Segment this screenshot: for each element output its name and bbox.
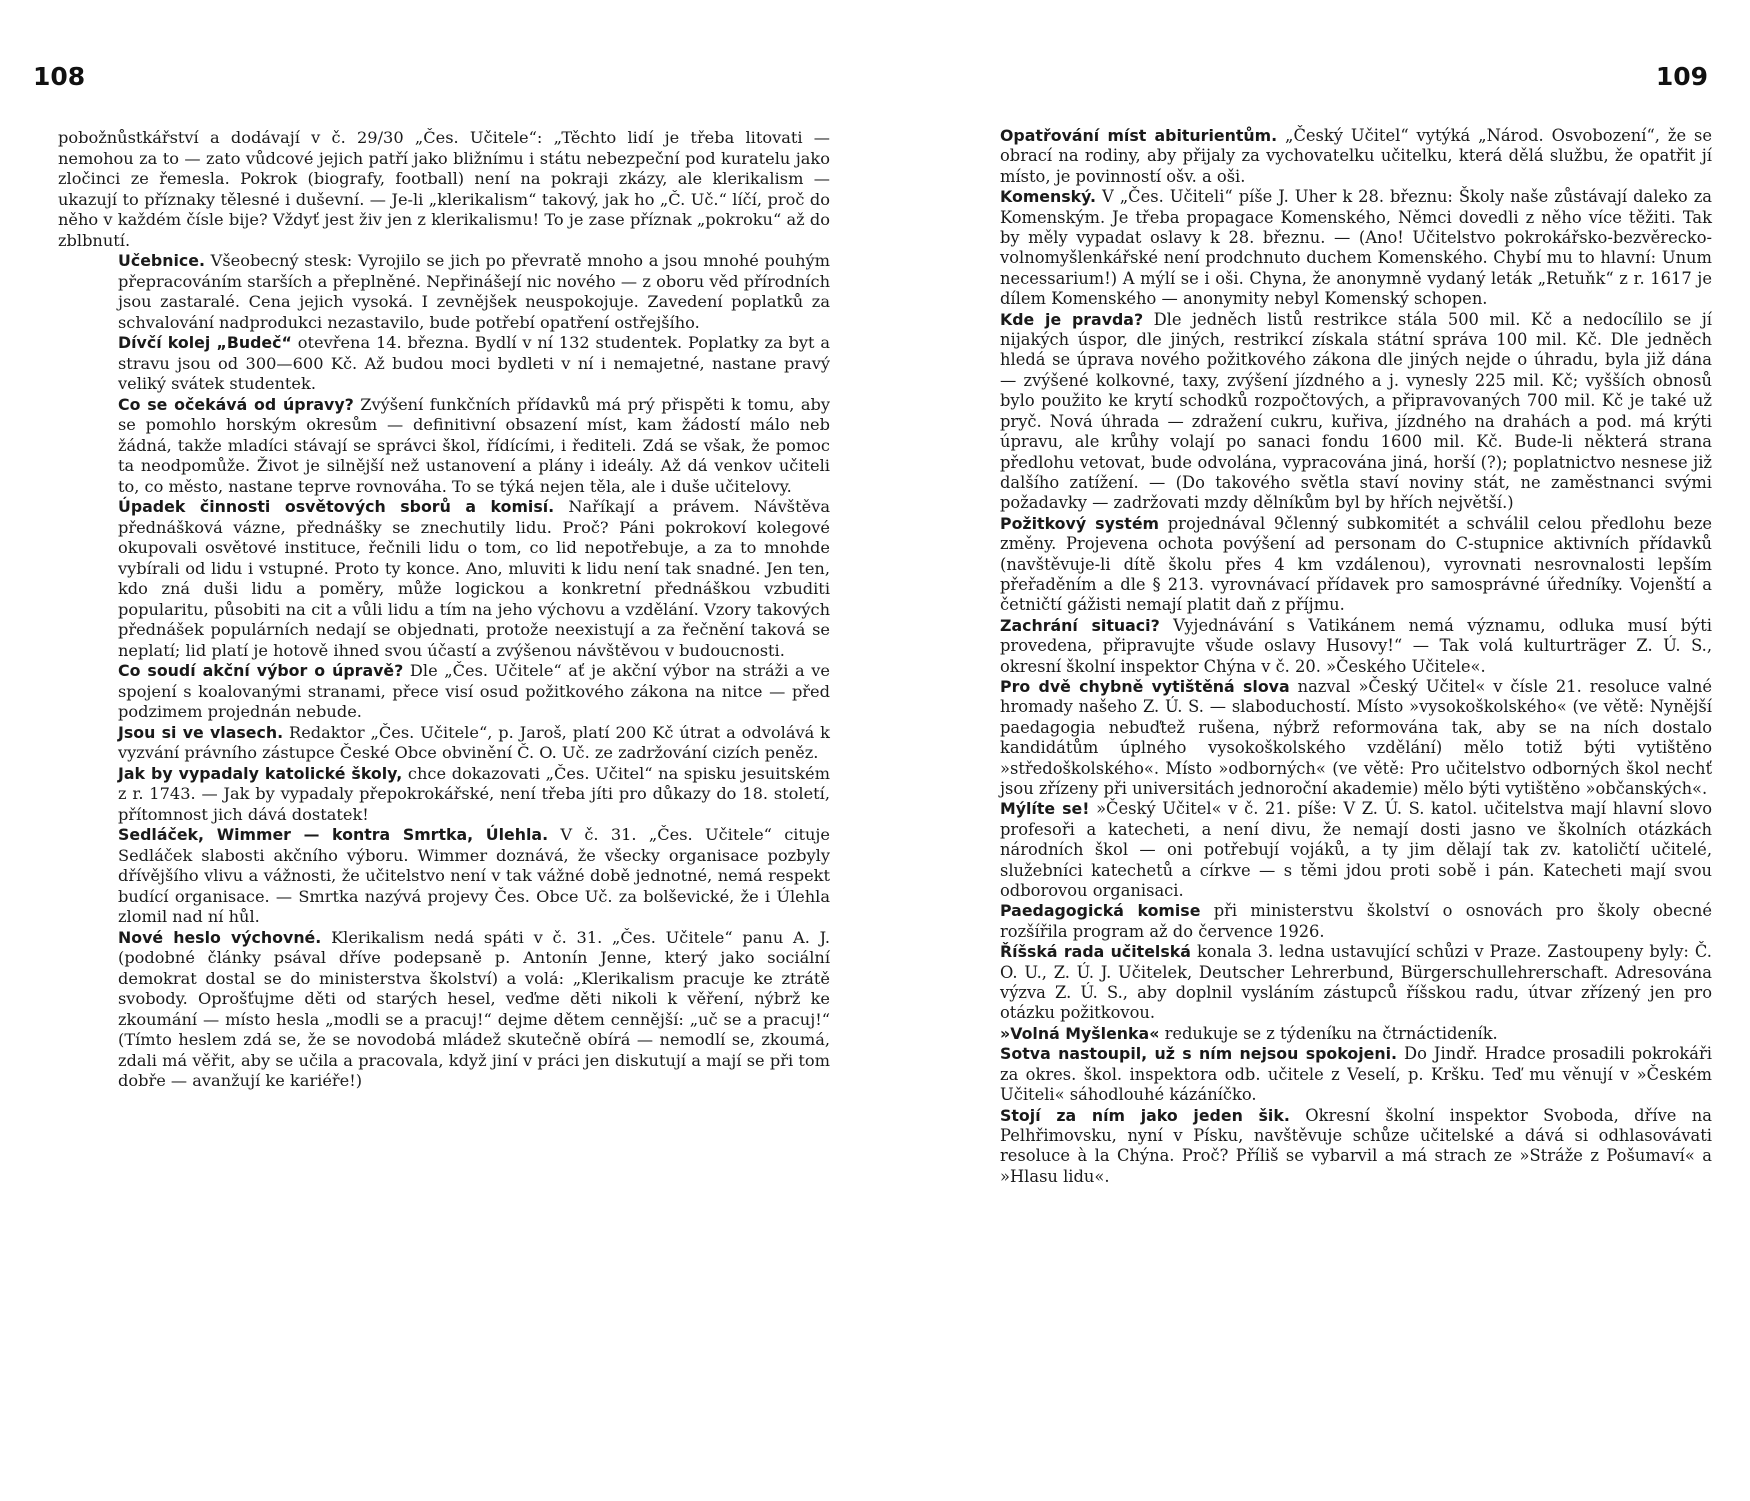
paragraph-text: Okresní školní inspektor Svoboda, dříve na Pelhřimovsku, nyní v Písku, navštěvuje schůze učitelské a dává si odhlasovávati resoluce à la Chýna. Proč? Příliš se vybarvil a má strach ze »Stráže z Pošumaví« a »Hlasu lidu«. (1000, 1105, 1712, 1186)
paragraph (58, 825, 830, 928)
paragraph (944, 514, 1712, 616)
paragraph-heading: Sedláček, Wimmer — kontra Smrtka, Úlehla. (118, 825, 549, 844)
right-page (875, 0, 1750, 1501)
paragraph (944, 1024, 1712, 1044)
paragraph-text: nazval »Český Učitel« v čísle 21. resoluce valné hromady našeho Z. Ú. S. — slaboduchostí. Místo »vysokoškolského« (ve větě: Nynější paedagogia nebuďtež rušena, nýbrž reformována tak, aby se na ních dostalo kandidátům úplného vysokoškolského vzdělání) mělo totiž býti vytištěno »středoškolského«. Místo »odborných« (ve větě: Pro učitelstvo odborných škol nechť jsou zřízeny při universitách jednoroční akademie) mělo býti vytištěno »občanských«. (1000, 676, 1712, 798)
paragraph-heading: Sotva nastoupil, už s ním nejsou spokojeni. (1000, 1044, 1398, 1064)
paragraph (58, 497, 830, 661)
paragraph-text: »Český Učitel« v č. 21. píše: V Z. Ú. S. katol. učitelstva mají hlavní slovo profesoři a katecheti, a není divu, že nemají dosti jasno ve školních otázkách národních škol — oni potřebují vojáků, a ty jim dělají tak zv. katoličtí učitelé, služebníci katechetů a církve — s těmi jdou proti sobě i pán. Katecheti mají svou odborovou organisaci. (1000, 799, 1712, 901)
paragraph-heading: Dívčí kolej „Budeč“ (118, 333, 292, 352)
paragraph-heading: Říšská rada učitelská (1000, 942, 1191, 962)
paragraph-text: Všeobecný stesk: Vyrojilo se jich po převratě mnoho a jsou mnohé pouhým přepracováním starších a přeplněné. Nepřinášejí nic nového — z oboru věd přírodních jsou zastaralé. Cena jejich vysoká. I zevnějšek neuspokojuje. Zavedení poplatků za schvalování nadprodukci nezastavilo, bude potřebí opatření ostřejšího. (118, 251, 830, 332)
paragraph (58, 723, 830, 764)
paragraph-heading: Paedagogická komise (1000, 901, 1201, 921)
paragraph (58, 661, 830, 723)
text-column (944, 126, 1712, 1187)
paragraph (944, 942, 1712, 1024)
paragraph (944, 901, 1712, 942)
paragraph-text: Do Jindř. Hradce prosadili pokrokáři za okres. škol. inspektora odb. učitele z Veselí, p. Kršku. Teď mu věnují v »Českém Učiteli« sáhodlouhé kázáníčko. (1000, 1044, 1712, 1105)
paragraph-text: otevřena 14. března. Bydlí v ní 132 studentek. Poplatky za byt a stravu jsou od 300—600 Kč. Až budou moci bydleti v ní i nemajetné, nastane pravý veliký svátek studentek. (118, 333, 830, 393)
paragraph (58, 928, 830, 1092)
paragraph-text: Klerikalism nedá spáti v č. 31. „Čes. Učitele“ panu A. J. (podobné články psával dříve podepsaně p. Antonín Jenne, který jako sociální demokrat dostal se do ministerstva školství) a volá: „Klerikalism pracuje ke ztrátě svobody. Oprošťujme děti od starých hesel, veďme děti nikoli k věření, nýbrž ke zkoumání — místo hesla „modli se a pracuj!“ dejme dětem cennější: „uč se a pracuj!“ (Tímto heslem zdá se, že se novodobá mládež skutečně obírá — nemodlí se, zkoumá, zdali má věřit, aby se učila a pracovala, když jiní v práci jen diskutují a mají se při tom dobře — avanžují ke kariéře!) (118, 927, 830, 1090)
paragraph (58, 251, 830, 333)
paragraph-text: chce dokazovati „Čes. Učitel“ na spisku jesuitském z r. 1743. — Jak by vypadaly přepokrokářské, není třeba jíti pro důkazy do 18. století, přítomnost jich dává dostatek! (118, 763, 830, 824)
page-number: 108 (33, 62, 86, 91)
paragraph-text: Dle jedněch listů restrikce stála 500 mil. Kč a nedocílilo se jí nijakých úspor, dle jiných, restrikcí získala státní správa 100 mil. Kč. Dle jedněch hledá se úprava nového požitkového zákona dle jiných nejde o úhradu, byla již dána — zvýšené kolkovné, taxy, zvýšení jízdného a j. vynesly 225 mil. Kč; vyšších obnosů bylo použito ke krytí schodků rozpočtových, a připravovaných 700 mil. Kč je také už pryč. Nová úhrada — zdražení cukru, kuřiva, jízdného na drahách a pod. má krýti úpravu, ale krůhy volají po sanaci fondu 1600 mil. Kč. Bude-li některá strana předlohu vetovat, bude odvolána, vypracována jiná, horší (?); poplatnictvo nesnese již dalšího zatížení. — (Do takového světla staví noviny stát, ne zaměstnanci svými požadavky — zadržovati mzdy dělníkům byl by hřích největší.) (1000, 309, 1712, 513)
paragraph-text: V č. 31. „Čes. Učitele“ cituje Sedláček slabosti akčního výboru. Wimmer doznává, že všecky organisace pozbyly dřívějšího vlivu a vážnosti, že učitelstvo není v tak vážné době jednotné, nemá respekt budící organisace. — Smrtka nazývá projevy Čes. Obce Uč. za bolševické, že i Úlehla zlomil nad ní hůl. (118, 825, 830, 926)
paragraph-heading: Co se očekává od úpravy? (118, 394, 354, 414)
paragraph-text: konala 3. ledna ustavující schůzi v Praze. Zastoupeny byly: Č. O. U., Z. Ú. J. Učitelek, Deutscher Lehrerbund, Bürgerschullehrerschaft. Adresována výzva Z. Ú. S., aby doplnil vysláním zástupců říšskou radu, útvar zřízený jen pro otázku požitkovou. (1000, 942, 1712, 1023)
paragraph (58, 128, 830, 251)
paragraph-heading: Mýlíte se! (1000, 799, 1090, 819)
paragraph-text: Vyjednávání s Vatikánem nemá významu, odluka musí býti provedena, připravujte všude oslavy Husovy!“ — Tak volá kulturträger Z. Ú. S., okresní školní inspektor Chýna v č. 20. »Českého Učitele«. (1000, 615, 1712, 676)
paragraph (944, 677, 1712, 799)
text-column (58, 128, 830, 1092)
paragraph-heading: »Volná Myšlenka« (1000, 1023, 1160, 1043)
paragraph-text: Zvýšení funkčních přídavků má prý přispěti k tomu, aby se pomohlo horským okresům — definitivní obsazení míst, kam žádostí málo neb žádná, takže mladíci stávají se správci škol, řídícími, i řediteli. Zdá se však, že pomoc ta neodpomůže. Život je silnější než ustanovení a plány i ideály. Až dá venkov učiteli to, co město, nastane teprve rovnováha. To se týká nejen těla, ale i duše učitelovy. (118, 394, 830, 496)
paragraph-heading: Komenský. (1000, 187, 1096, 207)
paragraph (944, 126, 1712, 187)
paragraph-text: V „Čes. Učiteli“ píše J. Uher k 28. březnu: Školy naše zůstávají daleko za Komenským. Je třeba propagace Komenského, Němci dovedli z něho více těžiti. Tak by měly vypadat oslavy k 28. březnu. — (Ano! Učitelstvo pokrokářsko-bezvěrecko-volnomyšlenkářské není prodchnuto duchem Komenského. Chybí mu to hlavní: Unum necessarium!) A mýlí se i oši. Chyna, že anonymně vydaný leták „Retuňk“ z r. 1617 je dílem Komenského — anonymity nebyl Komenský schopen. (1000, 187, 1712, 309)
paragraph-heading: Jak by vypadaly katolické školy, (118, 763, 403, 783)
paragraph (944, 310, 1712, 514)
paragraph-text: redukuje se z týdeníku na čtrnáctideník. (1164, 1023, 1498, 1043)
paragraph (944, 799, 1712, 901)
paragraph (58, 764, 830, 826)
paragraph (58, 333, 830, 395)
paragraph-heading: Zachrání situaci? (1000, 615, 1160, 635)
paragraph-text: pobožnůstkářství a dodávají v č. 29/30 „Čes. Učitele“: „Těchto lidí je třeba litovati — nemohou za to — zato vůdcové jejich patří jako bližnímu i státu nebezpeční pod kuratelu jako zločinci ze řemesla. Pokrok (biografy, football) není na pokraji zkázy, ale klerikalism — ukazují to příznaky tělesné i duševní. — Je-li „klerikalism“ takový, jak ho „Č. Uč.“ líčí, proč do něho v každém čísle bije? Vždyť jest živ jen z klerikalismu! To je zase příznak „pokroku“ až do zblbnutí. (58, 128, 830, 250)
paragraph-text: „Český Učitel“ vytýká „Národ. Osvobození“, že se obrací na rodiny, aby přijaly za vychovatelku učitelku, která dělá službu, že opatřit jí místo, je povinností ošv. a oši. (1000, 126, 1712, 186)
paragraph-heading: Opatřování míst abiturientům. (1000, 126, 1278, 145)
paragraph-heading: Požitkový systém (1000, 513, 1159, 533)
paragraph-heading: Jsou si ve vlasech. (118, 722, 284, 742)
paragraph (58, 395, 830, 498)
paragraph-text: Dle „Čes. Učitele“ ať je akční výbor na stráži a ve spojení s koalovanými stranami, přece visí osud požitkového zákona na nitce — před podzimem projednán nebude. (118, 661, 830, 721)
paragraph-text: Naříkají a právem. Návštěva přednášková vázne, přednášky se znechutily lidu. Proč? Páni pokrokoví kolegové okupovali osvětové instituce, řečnili lidu o tom, co lid nepotřebuje, a za to mnohde vybírali od lidu i vstupné. Proto ty konce. Ano, mluviti k lidu není tak snadné. Jen ten, kdo zná duši lidu a poměry, může logickou a konkretní přednáškou vzbuditi popularitu, působiti na cit a vůli lidu a tím na jeho výchovu a vzdělání. Vzory takových přednášek populárních nedají se objednati, protože neexistují a za řečnění taková se neplatí; lid platí je hotově ihned svou účastí a zvýšenou návštěvou v budoucnosti. (118, 497, 830, 660)
paragraph-heading: Úpadek činnosti osvětových sborů a komisí. (118, 497, 555, 516)
paragraph (944, 1106, 1712, 1188)
paragraph (944, 1044, 1712, 1105)
paragraph-text: projednával 9členný subkomitét a schválil celou předlohu beze změny. Projevena ochota povýšení ad personam do C-stupnice aktivních přídavků (navštěvuje-li dítě školu přes 4 km vzdálenou), vyrovnati nesrovnalosti lepším přeřaděním a dle § 213. vyrovnávací přídavek pro samosprávné úředníky. Vojenští a četničtí gážisti nemají platit daň z příjmu. (1000, 513, 1712, 615)
paragraph (944, 187, 1712, 309)
paragraph-text: při ministerstvu školství o osnovách pro školy obecné rozšířila program až do července 1926. (1000, 901, 1712, 941)
paragraph-heading: Stojí za ním jako jeden šik. (1000, 1105, 1290, 1125)
paragraph-text: Redaktor „Čes. Učitele“, p. Jaroš, platí 200 Kč útrat a odvolává k vyzvání právního zástupce České Obce obvinění Č. O. Uč. ze zadržování cizích peněz. (118, 722, 830, 762)
paragraph-heading: Pro dvě chybně vytištěná slova (1000, 676, 1290, 696)
paragraph-heading: Učebnice. (118, 251, 205, 270)
paragraph (944, 616, 1712, 677)
paragraph-heading: Kde je pravda? (1000, 309, 1144, 329)
paragraph-heading: Nové heslo výchovné. (118, 927, 322, 947)
paragraph-heading: Co soudí akční výbor o úpravě? (118, 661, 404, 680)
page-number: 109 (1655, 62, 1708, 91)
